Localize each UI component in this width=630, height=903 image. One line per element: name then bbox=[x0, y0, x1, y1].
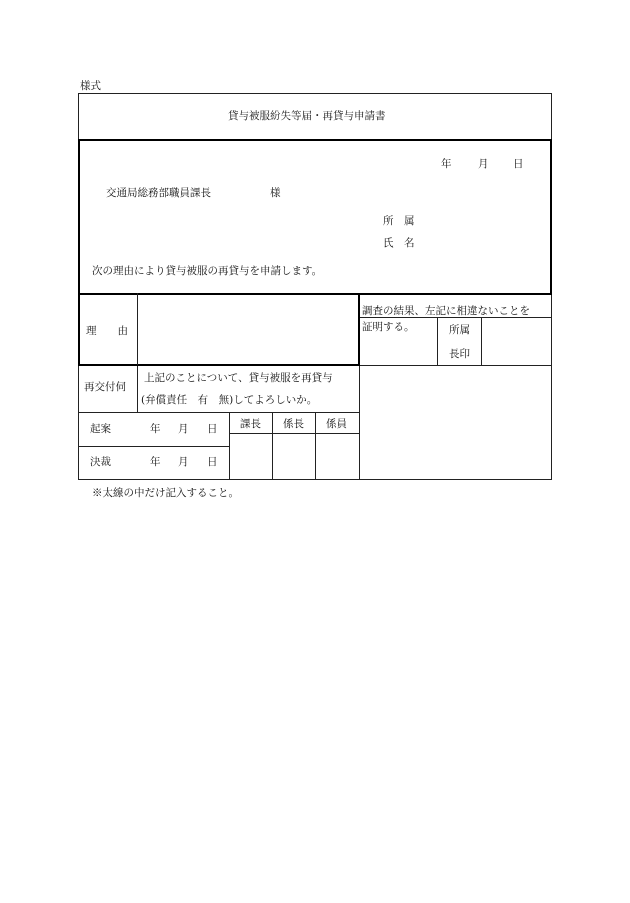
seal-cell-left bbox=[437, 317, 438, 365]
survey-line-1: 調査の結果、左記に相違ないことを bbox=[362, 305, 530, 317]
date-year: 年 bbox=[441, 158, 452, 170]
reissue-bottom bbox=[78, 412, 360, 413]
approver-col-3 bbox=[315, 412, 316, 480]
thick-mid bbox=[78, 293, 552, 295]
footnote: ※太線の中だけ記入すること。 bbox=[92, 487, 239, 499]
thick-right-upper bbox=[550, 139, 552, 295]
decision-month: 月 bbox=[178, 456, 189, 468]
reissue-divider bbox=[137, 365, 138, 412]
draft-year: 年 bbox=[150, 423, 161, 435]
thick-left bbox=[78, 139, 80, 366]
lower-left bbox=[78, 365, 79, 480]
date-month: 月 bbox=[478, 158, 489, 170]
seal-label-1: 所属 bbox=[449, 324, 470, 336]
addressee-name: 交通局総務部職員課長 bbox=[106, 187, 211, 199]
date-day: 日 bbox=[513, 158, 524, 170]
thick-reason-right bbox=[358, 293, 360, 366]
reissue-line-2: (弁償責任 有 無)してよろしいか。 bbox=[141, 394, 318, 406]
seal-cell-divider bbox=[481, 317, 482, 365]
survey-line-2: 証明する。 bbox=[362, 321, 415, 333]
reissue-label: 再交付伺 bbox=[84, 381, 126, 393]
reissue-line-1: 上記のことについて、貸与被服を再貸与 bbox=[144, 372, 333, 384]
approver-section-chief: 課長 bbox=[240, 418, 261, 430]
seal-label-2: 長印 bbox=[449, 348, 470, 360]
form-label: 様式 bbox=[80, 80, 101, 92]
approver-col-2 bbox=[272, 412, 273, 480]
draft-label: 起案 bbox=[90, 423, 111, 435]
applicant-affiliation-label: 所 属 bbox=[383, 215, 415, 227]
reason-label: 理 由 bbox=[86, 325, 128, 337]
applicant-name-label: 氏 名 bbox=[383, 237, 415, 249]
thick-bottom bbox=[78, 364, 360, 366]
survey-rule bbox=[360, 317, 552, 318]
title-box-left bbox=[78, 93, 79, 140]
approver-header-bottom bbox=[229, 433, 360, 434]
decision-year: 年 bbox=[150, 456, 161, 468]
title-box-top bbox=[78, 93, 552, 94]
form-title: 貸与被服紛失等届・再貸与申請書 bbox=[228, 110, 386, 122]
approver-col-1 bbox=[229, 412, 230, 480]
draft-month: 月 bbox=[178, 423, 189, 435]
decision-label: 決裁 bbox=[90, 456, 111, 468]
request-statement: 次の理由により貸与被服の再貸与を申請します。 bbox=[92, 265, 323, 277]
approver-unit-chief: 係長 bbox=[283, 418, 304, 430]
table-bottom bbox=[78, 479, 552, 480]
draft-bottom bbox=[78, 446, 230, 447]
draft-day: 日 bbox=[207, 423, 218, 435]
thick-top bbox=[78, 139, 552, 141]
reason-divider bbox=[137, 293, 138, 365]
decision-day: 日 bbox=[207, 456, 218, 468]
approver-staff: 係員 bbox=[326, 418, 347, 430]
addressee-honorific: 様 bbox=[270, 187, 281, 199]
